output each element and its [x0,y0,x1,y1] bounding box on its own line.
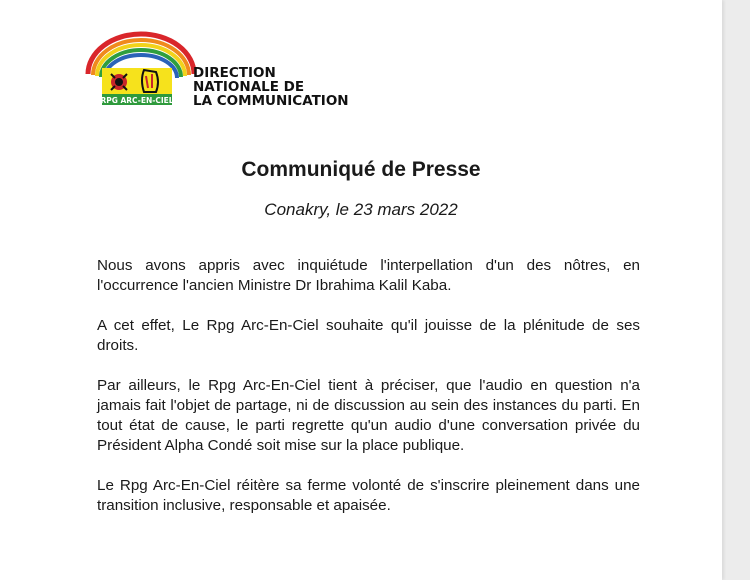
org-line-2: NATIONALE DE [193,79,305,95]
document-body [97,256,640,536]
paragraph-1: Nous avons appris avec inquiétude l'interpellation d'un des nôtres, en l'occurrence l'ancien Ministre Dr Ibrahima Kalil Kaba. [97,257,640,294]
paragraph-2: A cet effet, Le Rpg Arc-En-Ciel souhaite qu'il jouisse de la plénitude de ses droits. [97,317,640,354]
document-date: Conakry, le 23 mars 2022 [264,200,458,219]
org-line-3: LA COMMUNICATION [193,93,349,109]
org-line-1: DIRECTION [193,65,276,81]
paragraph-3: Par ailleurs, le Rpg Arc-En-Ciel tient à préciser, que l'audio en question n'a jamais fait l'objet de partage, ni de discussion au sein des instances du parti. En tout état de cause, le parti regrette qu'un audio d'une conversation privée du Président Alpha Condé soit mise sur la place publique. [97,377,640,454]
document-title: Communiqué de Presse [241,158,481,181]
logo-label-text: RPG ARC-EN-CIEL [100,96,174,105]
paragraph-4: Le Rpg Arc-En-Ciel réitère sa ferme volonté de s'inscrire pleinement dans une transition inclusive, responsable et apaisée. [97,477,640,514]
party-logo [82,30,200,112]
rainbow-logo-icon [82,30,200,112]
organization-title [193,66,349,108]
